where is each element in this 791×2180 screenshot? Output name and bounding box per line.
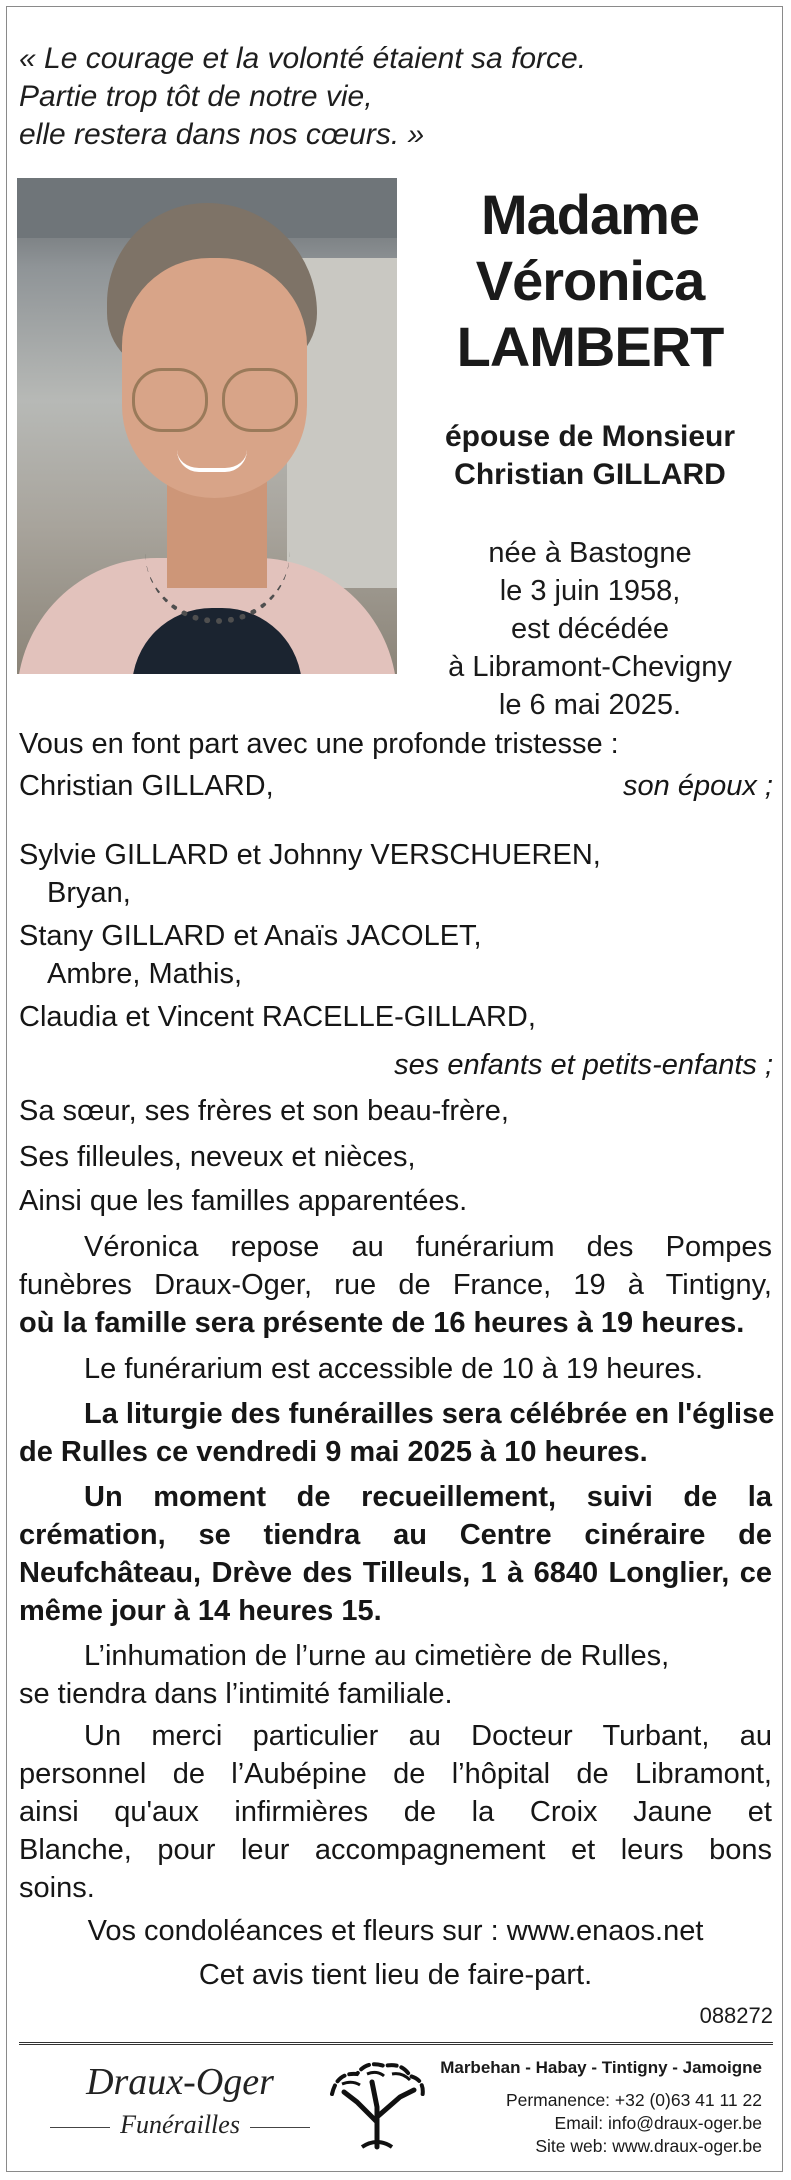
name-title: Madame <box>480 183 700 246</box>
husband-name: Christian GILLARD, <box>19 770 274 802</box>
paragraph-line: L’inhumation de l’urne au cimetière de Rulles, <box>84 1640 670 1672</box>
epitaph-quote <box>19 40 759 154</box>
paragraph-line: soins. <box>19 1872 95 1904</box>
spouse-info <box>410 418 770 494</box>
paragraph-line: Neufchâteau, Drève des Tilleuls, 1 à 6840 Longlier, ce <box>19 1557 772 1589</box>
paragraph-line: de Rulles ce vendredi 9 mai 2025 à 10 heures. <box>19 1436 648 1468</box>
quote-line: elle restera dans nos cœurs. » <box>19 118 425 151</box>
paragraph-line: ainsi qu'aux infirmières de la Croix Jaune et <box>19 1796 772 1828</box>
spouse-line: épouse de Monsieur <box>444 420 736 453</box>
paragraph-line: où la famille sera présente de 16 heures à 19 heures. <box>19 1307 745 1339</box>
family-line: Bryan, <box>47 877 131 909</box>
thanks-paragraph <box>19 1717 772 1907</box>
burial-paragraph <box>19 1637 772 1713</box>
family-line: Sa sœur, ses frères et son beau-frère, <box>19 1095 509 1127</box>
condolences-link[interactable]: Vos condoléances et fleurs sur : www.enaos.net <box>87 1915 704 1947</box>
spouse-line: Christian GILLARD <box>454 458 726 491</box>
website-link[interactable]: Site web: www.draux-oger.be <box>535 2136 762 2156</box>
tree-logo-icon <box>322 2052 432 2152</box>
family-line: Stany GILLARD et Anaïs JACOLET, <box>19 920 482 952</box>
intro-text: Vous en font part avec une profonde tristesse : <box>19 728 619 760</box>
quote-line: « Le courage et la volonté étaient sa force. <box>19 42 587 75</box>
paragraph-line: Un moment de recueillement, suivi de la <box>84 1481 772 1513</box>
husband-role: son époux ; <box>623 770 773 802</box>
reference-number: 088272 <box>699 2003 773 2028</box>
family-line: Ainsi que les familles apparentées. <box>19 1185 468 1217</box>
brand-logo-subtitle: Funérailles <box>40 2110 320 2140</box>
birth-line: née à Bastogne <box>488 537 692 569</box>
birth-line: le 3 juin 1958, <box>499 575 681 607</box>
name-last: LAMBERT <box>456 315 724 378</box>
footer-divider <box>19 2042 773 2045</box>
paragraph-line: La liturgie des funérailles sera célébrée en l'église <box>84 1398 775 1430</box>
paragraph-line: crémation, se tiendra au Centre cinéraire de <box>19 1519 772 1551</box>
branch-towns: Marbehan - Habay - Tintigny - Jamoigne <box>440 2058 762 2077</box>
family-line: Ses filleules, neveux et nièces, <box>19 1141 416 1173</box>
paragraph-line: personnel de l’Aubépine de l’hôpital de Libramont, <box>19 1758 772 1790</box>
family-line: Sylvie GILLARD et Johnny VERSCHUEREN, <box>19 839 601 871</box>
birth-death-info <box>410 534 770 724</box>
paragraph-line: Véronica repose au funérarium des Pompes <box>84 1231 772 1263</box>
paragraph-line: Le funérarium est accessible de 10 à 19 heures. <box>84 1353 704 1385</box>
notice-text: Cet avis tient lieu de faire-part. <box>198 1959 593 1991</box>
portrait-photo <box>17 178 397 674</box>
paragraph-line: même jour à 14 heures 15. <box>19 1595 382 1627</box>
brand-logo-text: Draux-Oger <box>86 2061 274 2103</box>
opening-hours-paragraph <box>19 1350 772 1388</box>
paragraph-line: funèbres Draux-Oger, rue de France, 19 à Tintigny, <box>19 1269 772 1301</box>
deceased-name <box>410 182 770 380</box>
children-role: ses enfants et petits-enfants ; <box>394 1049 773 1081</box>
paragraph-line: se tiendra dans l’intimité familiale. <box>19 1678 453 1710</box>
contact-block <box>440 2056 762 2158</box>
email-address[interactable]: Email: info@draux-oger.be <box>554 2113 762 2133</box>
paragraph-line: Un merci particulier au Docteur Turbant, au <box>84 1720 772 1752</box>
birth-line: à Libramont-Chevigny <box>448 651 732 683</box>
birth-line: est décédée <box>510 613 669 645</box>
name-first: Véronica <box>475 249 705 312</box>
paragraph-line: Blanche, pour leur accompagnement et leurs bons <box>19 1834 772 1866</box>
family-line: Ambre, Mathis, <box>47 958 242 990</box>
phone-number[interactable]: Permanence: +32 (0)63 41 11 22 <box>505 2090 762 2110</box>
birth-line: le 6 mai 2025. <box>498 689 682 721</box>
quote-line: Partie trop tôt de notre vie, <box>19 80 373 113</box>
funeral-home-paragraph <box>19 1228 772 1342</box>
liturgy-paragraph <box>19 1395 775 1471</box>
family-line: Claudia et Vincent RACELLE-GILLARD, <box>19 1001 536 1033</box>
cremation-paragraph <box>19 1478 772 1630</box>
